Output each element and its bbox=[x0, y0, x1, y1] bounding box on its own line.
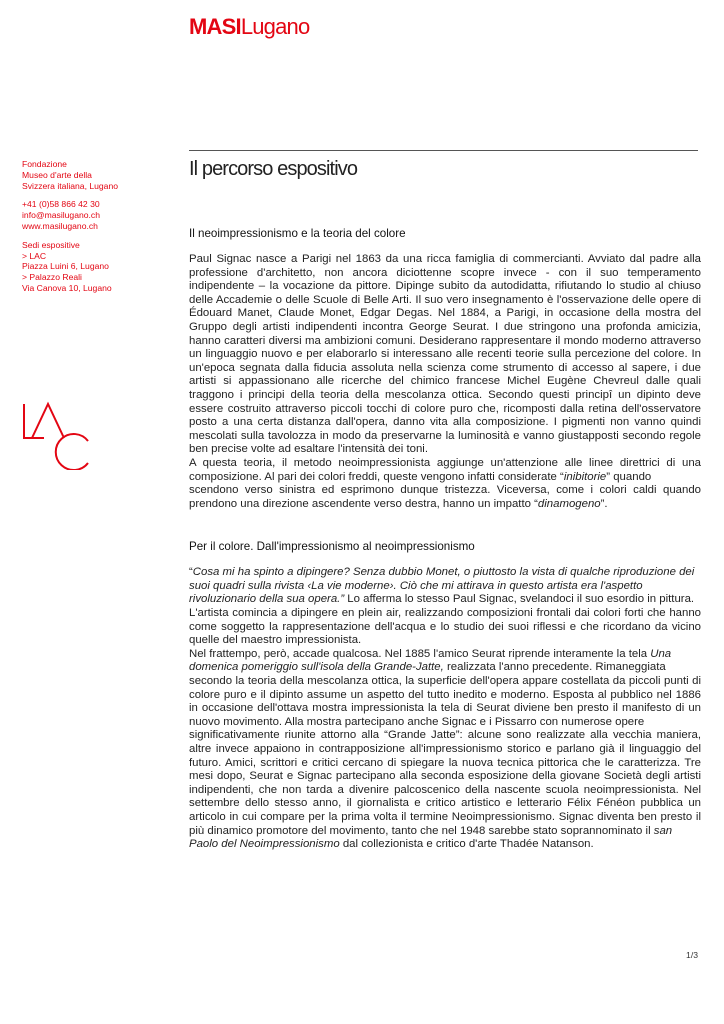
text-line: altre invece appaiono in contrapposizione all'impressionismo storico e parlano già il linguaggio del bbox=[189, 743, 701, 755]
text-line: artisti si appassionano alle ricerche del chimico francese Michel Eugène Chevreul dalle quali bbox=[189, 375, 701, 388]
page-number: 1/3 bbox=[686, 950, 698, 960]
text-line: indipendente – la vocazione da pittore. Dipinge subito da autodidatta, rifiutando lo studio al chiuso bbox=[189, 280, 701, 293]
text-line: nuovo movimento. Alla mostra partecipano anche Signac e i Pissarro con numerose opere bbox=[189, 715, 645, 728]
text-line: colore puro e il dipinto assume un aspetto del tutto inedito e moderno. Esposta al pubblico nel 1886 bbox=[189, 688, 701, 701]
italic-term: san bbox=[653, 824, 673, 837]
text-line: mescolati sulla tavolozza in modo da preservarne la luminosità e vanno giustapposti secondo regole bbox=[189, 429, 701, 442]
email-link[interactable]: info@masilugano.ch bbox=[22, 210, 100, 221]
section-heading: Il neoimpressionismo e la teoria del colore bbox=[189, 227, 406, 240]
text-line bbox=[189, 498, 701, 512]
text-run: “ bbox=[189, 566, 193, 579]
title-divider bbox=[189, 150, 698, 151]
website-link[interactable]: www.masilugano.ch bbox=[22, 220, 98, 231]
venues-block bbox=[22, 240, 172, 294]
text-line: un linguaggio nuovo e per elaborarlo si interessano alle recenti teorie sulla percezione del colore. In bbox=[189, 348, 701, 361]
logo-masi: MASI bbox=[189, 14, 241, 39]
text-line: essere costruito attraverso piccoli tocchi di colore puro che, ricomposti dalla retina dell'osservatore bbox=[189, 402, 701, 415]
italic-term: inibitorie bbox=[563, 470, 607, 483]
text-line: indipendenti, che non tarda a divenire palcoscenico della nascente scuola neoimpressionista. Nel bbox=[189, 783, 701, 796]
main-text bbox=[189, 227, 701, 852]
text-line: articolo in cui compare per la prima volta il termine Neoimpressionismo. Signac diventa ben presto il bbox=[189, 810, 701, 823]
sidebar-contacts bbox=[22, 159, 172, 302]
text-run: più dinamico promotore del movimento, tanto che nel 1948 sarebbe stato soprannominato il bbox=[189, 824, 654, 837]
italic-title: Una bbox=[650, 647, 672, 660]
text-line bbox=[189, 566, 701, 580]
section-paragraph bbox=[189, 566, 701, 851]
text-line: L'artista comincia a dipingere en plein air, realizzando composizioni frontali dai colori forti che hanno bbox=[189, 607, 701, 620]
text-line: traggono i principi della teoria della mescolanza ottica. Secondo questi principî un dipinto deve bbox=[189, 388, 701, 401]
italic-title: domenica pomeriggio sull'isola della Grande-Jatte, bbox=[189, 661, 444, 674]
text-line bbox=[189, 580, 701, 594]
text-run: ”. bbox=[600, 497, 608, 510]
text-line bbox=[189, 825, 701, 839]
text-line: delle Accademie o delle Scuole di Belle Arti. Il suo vero insegnamento è l'osservazione delle opere di bbox=[189, 293, 701, 306]
text-line: secondo la teoria della mescolanza ottica, la superficie dell'opera appare costellata da piccoli punti di bbox=[189, 675, 701, 688]
text-line: significativamente riunite attorno alla “Grande Jatte”: alcune sono realizzate alla vecchia maniera, bbox=[189, 729, 701, 742]
italic-term: dinamogeno bbox=[537, 497, 601, 510]
text-run: ” quando bbox=[606, 470, 652, 483]
section-paragraph bbox=[189, 253, 701, 511]
foundation-line: Svizzera italiana, Lugano bbox=[22, 180, 119, 191]
foundation-block bbox=[22, 159, 172, 191]
text-line: Gruppo degli artisti indipendenti incontra George Seurat. I due stringono una profonda amicizia, bbox=[189, 320, 701, 333]
text-line bbox=[189, 593, 701, 607]
text-run: Lo afferma lo stesso Paul Signac, svelandoci il suo esordio in pittura. bbox=[344, 593, 695, 606]
venue-palazzo-address: Via Canova 10, Lugano bbox=[22, 282, 112, 293]
text-run: realizzata l'anno precedente. Rimaneggiata bbox=[443, 661, 666, 674]
quote-line: Cosa mi ha spinto a dipingere? Senza dubbio Monet, o piuttosto la vista di qualche riproduzione dei bbox=[192, 566, 695, 579]
text-line: settembre dello stesso anno, il giornalista e critico artistico e letterario Félix Fénéon pubblica un bbox=[189, 797, 701, 810]
foundation-line: Fondazione bbox=[22, 159, 67, 169]
text-line: quelle del maestro impressionista. bbox=[189, 634, 362, 647]
page-title: Il percorso espositivo bbox=[189, 158, 358, 180]
text-line bbox=[189, 661, 701, 675]
quote-line: rivoluzionario della sua opera.” bbox=[189, 593, 345, 606]
text-line: Édouard Manet, Claude Monet, Edgar Degas. Nel 1884, a Parigi, in occasione della mostra del bbox=[189, 307, 701, 320]
logo-lugano: Lugano bbox=[240, 14, 310, 39]
venues-heading: Sedi espositive bbox=[22, 239, 80, 250]
text-line bbox=[189, 648, 701, 662]
text-line bbox=[189, 471, 701, 485]
masi-lugano-logo[interactable] bbox=[189, 14, 309, 40]
contacts-block bbox=[22, 199, 172, 231]
quote-line: suoi quadri sulla rivista ‹La vie moderne›. Ciò che mi attirava in questo artista era l'aspetto bbox=[189, 579, 643, 592]
text-line: Paul Signac nasce a Parigi nel 1863 da una ricca famiglia di commercianti. Avviato dal padre alla bbox=[189, 253, 701, 265]
foundation-line: Museo d'arte della bbox=[22, 169, 92, 180]
venue-lac-address: Piazza Luini 6, Lugano bbox=[22, 261, 109, 272]
text-line: mesi dopo, Seurat e Signac partecipano alla seconda esposizione della giovane Società degli artisti bbox=[189, 770, 701, 783]
text-run: composizione. Al pari dei colori freddi, queste vengono infatti considerate “ bbox=[189, 470, 564, 483]
text-line: hanno caratteri diversi ma ambizioni comuni. Desiderano rappresentare il mondo moderno attraverso bbox=[189, 334, 701, 347]
venue-lac: > LAC bbox=[22, 250, 47, 261]
phone-number: +41 (0)58 866 42 30 bbox=[22, 199, 100, 210]
text-line: professione d'architetto, non ancora diciottenne scopre invece - con il suo temperamento bbox=[189, 266, 701, 279]
italic-term: Paolo del Neoimpressionismo bbox=[189, 838, 340, 851]
text-line bbox=[189, 838, 701, 852]
text-line: posto a una certa distanza dall'opera, danno vita alla composizione. I pigmenti non vanno quindi bbox=[189, 416, 701, 429]
section-heading: Per il colore. Dall'impressionismo al neoimpressionismo bbox=[189, 540, 475, 554]
text-line: come soggetto la rappresentazione dell'acqua e lo studio dei suoi riflessi e che ricordano da vicino bbox=[189, 620, 701, 633]
text-line: ben precise volte ad esaltare l'intensità dei toni. bbox=[189, 443, 428, 456]
text-line: futuro. Amici, scrittori e critici cercano di spiegare la nuova tecnica pittorica che le caratterizza. Tre bbox=[189, 756, 701, 769]
lac-logo-icon bbox=[20, 398, 94, 470]
text-run: prendono una direzione ascendente verso destra, hanno un impatto “ bbox=[189, 497, 538, 510]
text-line: in occasione dell'ottava mostra impressionista la tela di Seurat diviene ben presto il manifesto di un bbox=[189, 702, 701, 715]
venue-palazzo-reali: > Palazzo Reali bbox=[22, 272, 82, 283]
text-run: dal collezionista e critico d'arte Thadée Natanson. bbox=[339, 838, 594, 851]
text-line: A questa teoria, il metodo neoimpressionista aggiunge un'attenzione alle linee direttrici di una bbox=[189, 456, 701, 469]
text-line: un'epoca segnata dalla fiducia assoluta nella scienza come strumento di accesso al sapere, i due bbox=[189, 361, 701, 374]
text-line: scendono verso sinistra ed esprimono dunque tristezza. Viceversa, come i colori caldi quando bbox=[189, 484, 701, 497]
text-run: Nel frattempo, però, accade qualcosa. Nel 1885 l'amico Seurat riprende interamente la tela bbox=[189, 647, 651, 660]
